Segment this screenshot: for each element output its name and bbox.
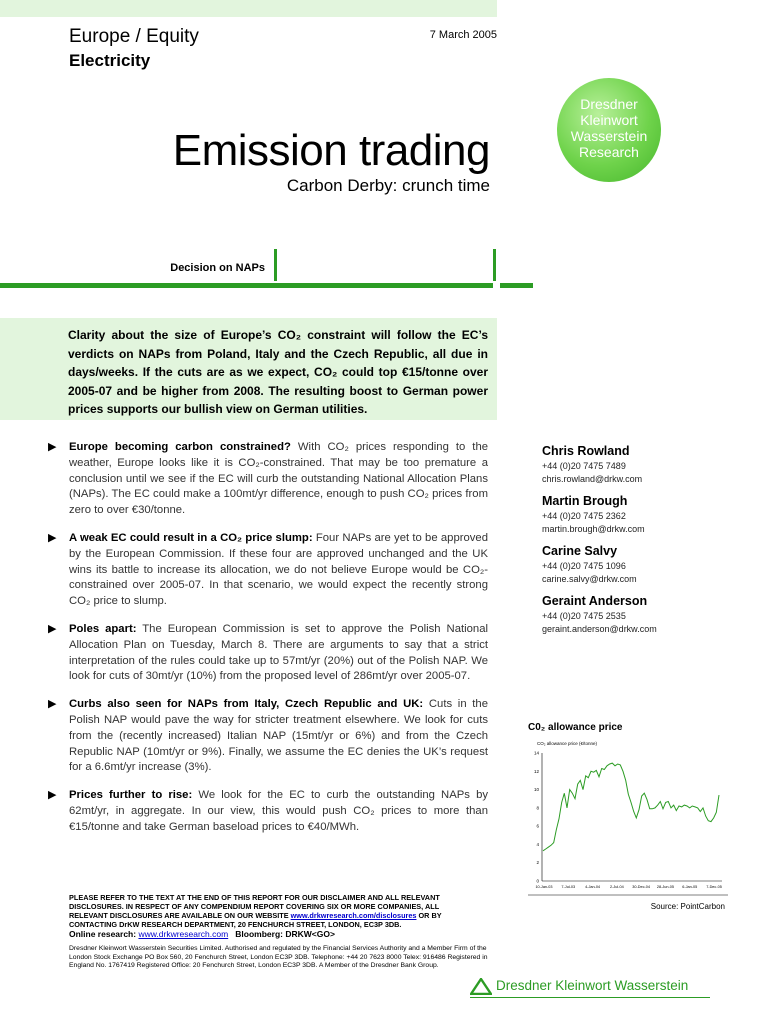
summary-box bbox=[0, 318, 497, 420]
x-tick-label: 6-Jan-05 bbox=[682, 885, 698, 889]
bullet-lead: Europe becoming carbon constrained? bbox=[69, 441, 291, 453]
bullet-item bbox=[48, 697, 488, 776]
bullet-text: Four NAPs are yet to be approved by the European Commission. If these four are approved unchanged and the UK wins its battle to increase its allocation, we do not believe Europe would be CO₂-constrained over 2005-07. In that scenario, we would expect the recently strong CO₂ price to slump. bbox=[69, 531, 488, 608]
bullet-text: With CO₂ prices responding to the weather, Europe looks like it is CO₂-constrained. That may be too premature a conclusion until we see if the EC will curb the outstanding National Allocation Plans (NAPs). The EC could make a 100mt/yr difference, enough to push CO₂ prices from zero to over €30/tonne. bbox=[69, 441, 489, 517]
analyst-phone: +44 (0)20 7475 1096 bbox=[542, 561, 626, 571]
bloomberg-code: Bloomberg: DRKW<GO> bbox=[235, 929, 335, 939]
top-band bbox=[0, 0, 497, 17]
price-chart bbox=[528, 735, 728, 900]
divider-bar bbox=[493, 249, 496, 281]
analyst-email[interactable]: carine.salvy@drkw.com bbox=[542, 574, 637, 584]
logo-line: Wasserstein bbox=[570, 128, 648, 144]
brand-rule bbox=[470, 997, 710, 998]
region-label: Europe / Equity bbox=[69, 26, 199, 47]
bullet-text: The European Commission is set to approve the Polish National Allocation Plan on Tuesday, March 8. There are arguments to say that a strict interpretation of the rules could take up to 57mt/yr (20%) out of the Polish NAP. We look for cuts of 30mt/yr (10%) from the proposed level of 286mt/yr over 2005-07. bbox=[69, 622, 488, 683]
analyst-name: Chris Rowland bbox=[542, 444, 630, 458]
disclaimer bbox=[69, 893, 479, 929]
chart-source: Source: PointCarbon bbox=[650, 902, 725, 911]
bullet-lead: Curbs also seen for NAPs from Italy, Czech Republic and UK: bbox=[69, 698, 424, 711]
analyst-phone: +44 (0)20 7475 2535 bbox=[542, 611, 626, 621]
x-tick-label: 2-Jul-04 bbox=[609, 885, 624, 889]
analyst-phone: +44 (0)20 7475 2362 bbox=[542, 511, 626, 521]
arrow-icon: ▶ bbox=[48, 789, 57, 802]
analyst-list bbox=[542, 443, 742, 643]
x-tick-label: 7-Dec-05 bbox=[706, 885, 722, 889]
y-tick-label: 4 bbox=[536, 841, 539, 847]
arrow-icon: ▶ bbox=[48, 698, 57, 711]
y-tick-label: 14 bbox=[533, 750, 539, 756]
report-subtitle: Carbon Derby: crunch time bbox=[286, 176, 490, 195]
arrow-icon: ▶ bbox=[48, 441, 57, 453]
x-tick-label: 28-Jun-05 bbox=[656, 885, 674, 889]
y-tick-label: 6 bbox=[536, 823, 539, 829]
y-tick-label: 10 bbox=[533, 787, 539, 793]
analyst-email[interactable]: geraint.anderson@drkw.com bbox=[542, 624, 657, 634]
triangle-logo-icon bbox=[470, 978, 492, 995]
sector-label: Electricity bbox=[69, 51, 151, 70]
analyst-name: Martin Brough bbox=[542, 494, 628, 508]
bullet-text: We look for the EC to curb the outstanding NAPs by 62mt/yr, in aggregate. In our view, this would push CO₂ prices to more than €15/tonne and take German baseload prices to €40/MWh. bbox=[69, 789, 488, 833]
chart-ylabel: CO₂ allowance price (€/tonne) bbox=[537, 741, 598, 746]
logo-line: Kleinwort bbox=[580, 112, 638, 128]
series-line bbox=[543, 763, 719, 851]
y-tick-label: 8 bbox=[536, 805, 539, 811]
bullet-item bbox=[48, 531, 488, 610]
report-title: Emission trading bbox=[172, 126, 490, 175]
bullet-lead: A weak EC could result in a CO₂ price slump: bbox=[69, 531, 313, 544]
logo-line: Research bbox=[579, 144, 639, 160]
analyst-card bbox=[542, 543, 742, 586]
y-tick-group bbox=[534, 751, 540, 884]
bullet-lead: Poles apart: bbox=[69, 622, 137, 635]
chart-heading: C0₂ allowance price bbox=[528, 722, 623, 733]
analyst-card bbox=[542, 443, 742, 486]
analyst-email[interactable]: chris.rowland@drkw.com bbox=[542, 474, 643, 484]
x-tick-label: 10-Jan-03 bbox=[535, 885, 553, 889]
logo-text bbox=[557, 96, 661, 160]
analyst-name: Carine Salvy bbox=[542, 544, 618, 558]
bullet-text: Cuts in the Polish NAP would pave the way for stricter treatment elsewhere. We look for cuts from the (recently increased) Italian NAP (15mt/yr or 6%) and from the Czech Republic NAP (10mt/yr or 9%). Finally, we assume the EC denies the UK’s request for a 6.6mt/yr increase (3%). bbox=[69, 698, 488, 774]
x-tick-label: 4-Jan-04 bbox=[585, 885, 601, 889]
divider-bar bbox=[274, 249, 277, 281]
research-logo bbox=[557, 78, 661, 182]
arrow-icon: ▶ bbox=[48, 531, 57, 544]
logo-line: Dresdner bbox=[580, 96, 638, 112]
brand-name: Dresdner Kleinwort Wasserstein bbox=[496, 978, 689, 993]
x-tick-label: 7-Jul-03 bbox=[561, 885, 576, 889]
summary-text: Clarity about the size of Europe’s CO₂ constraint will follow the EC’s verdicts on NAPs from Poland, Italy and the Czech Republic, all due in days/weeks. If the cuts are as we expect, CO₂ could top €15/tonne over 2005-07 and be higher from 2008. The resulting boost to German power prices supports our bullish view on German utilities. bbox=[68, 328, 488, 416]
bullet-item bbox=[48, 440, 488, 519]
header-rule bbox=[500, 283, 533, 288]
y-tick-label: 0 bbox=[536, 878, 539, 884]
header-rule bbox=[0, 283, 493, 288]
y-tick-label: 12 bbox=[533, 768, 539, 774]
online-label: Online research: bbox=[69, 929, 139, 939]
legal-text: Dresdner Kleinwort Wasserstein Securities Limited. Authorised and regulated by the Financial Services Authority and a Member Firm of the London Stock Exchange PO Box 560, 20 Fenchurch Street, London EC3P 3DB. Telephone: +44 20 7623 8000 Telex: 916486 Registered in England No. 1767419 Registered Office: 20 Fenchurch Street, London EC3P 3DB. A Member of the Dresdner Bank Group. bbox=[69, 945, 488, 969]
disclosures-link[interactable]: www.drkwresearch.com/disclosures bbox=[290, 911, 417, 920]
brand-footer bbox=[470, 976, 720, 1000]
research-link[interactable]: www.drkwresearch.com bbox=[138, 929, 229, 939]
arrow-icon: ▶ bbox=[48, 622, 57, 635]
analyst-name: Geraint Anderson bbox=[542, 594, 648, 608]
analyst-card bbox=[542, 593, 742, 636]
y-tick-label: 2 bbox=[536, 860, 539, 866]
report-date: 7 March 2005 bbox=[429, 29, 497, 41]
bullet-item bbox=[48, 622, 488, 685]
x-tick-group bbox=[535, 885, 721, 889]
online-research bbox=[69, 929, 489, 939]
analyst-phone: +44 (0)20 7475 7489 bbox=[542, 461, 626, 471]
x-tick-label: 30-Dec-04 bbox=[632, 885, 651, 889]
analyst-card bbox=[542, 493, 742, 536]
bullet-lead: Prices further to rise: bbox=[69, 789, 193, 802]
disclaimer-text: PLEASE REFER TO THE TEXT AT THE END OF THIS REPORT FOR OUR DISCLAIMER AND ALL RELEVANT DISCLOSURES. IN RESPECT OF ANY COMPENDIUM REPORT COVERING SIX OR MORE COMPANIES, ALL RELEVANT DISCLOSURES ARE AVAILABLE ON OUR WEBSITE bbox=[69, 893, 440, 920]
decision-label: Decision on NAPs bbox=[170, 262, 265, 274]
disclaimer-text: OR BY CONTACTING DrKW RESEARCH DEPARTMENT, 20 FENCHURCH STREET, LONDON, EC3P 3DB. bbox=[69, 911, 442, 929]
bullet-item bbox=[48, 788, 488, 835]
analyst-email[interactable]: martin.brough@drkw.com bbox=[542, 524, 645, 534]
bullet-list bbox=[48, 440, 488, 848]
